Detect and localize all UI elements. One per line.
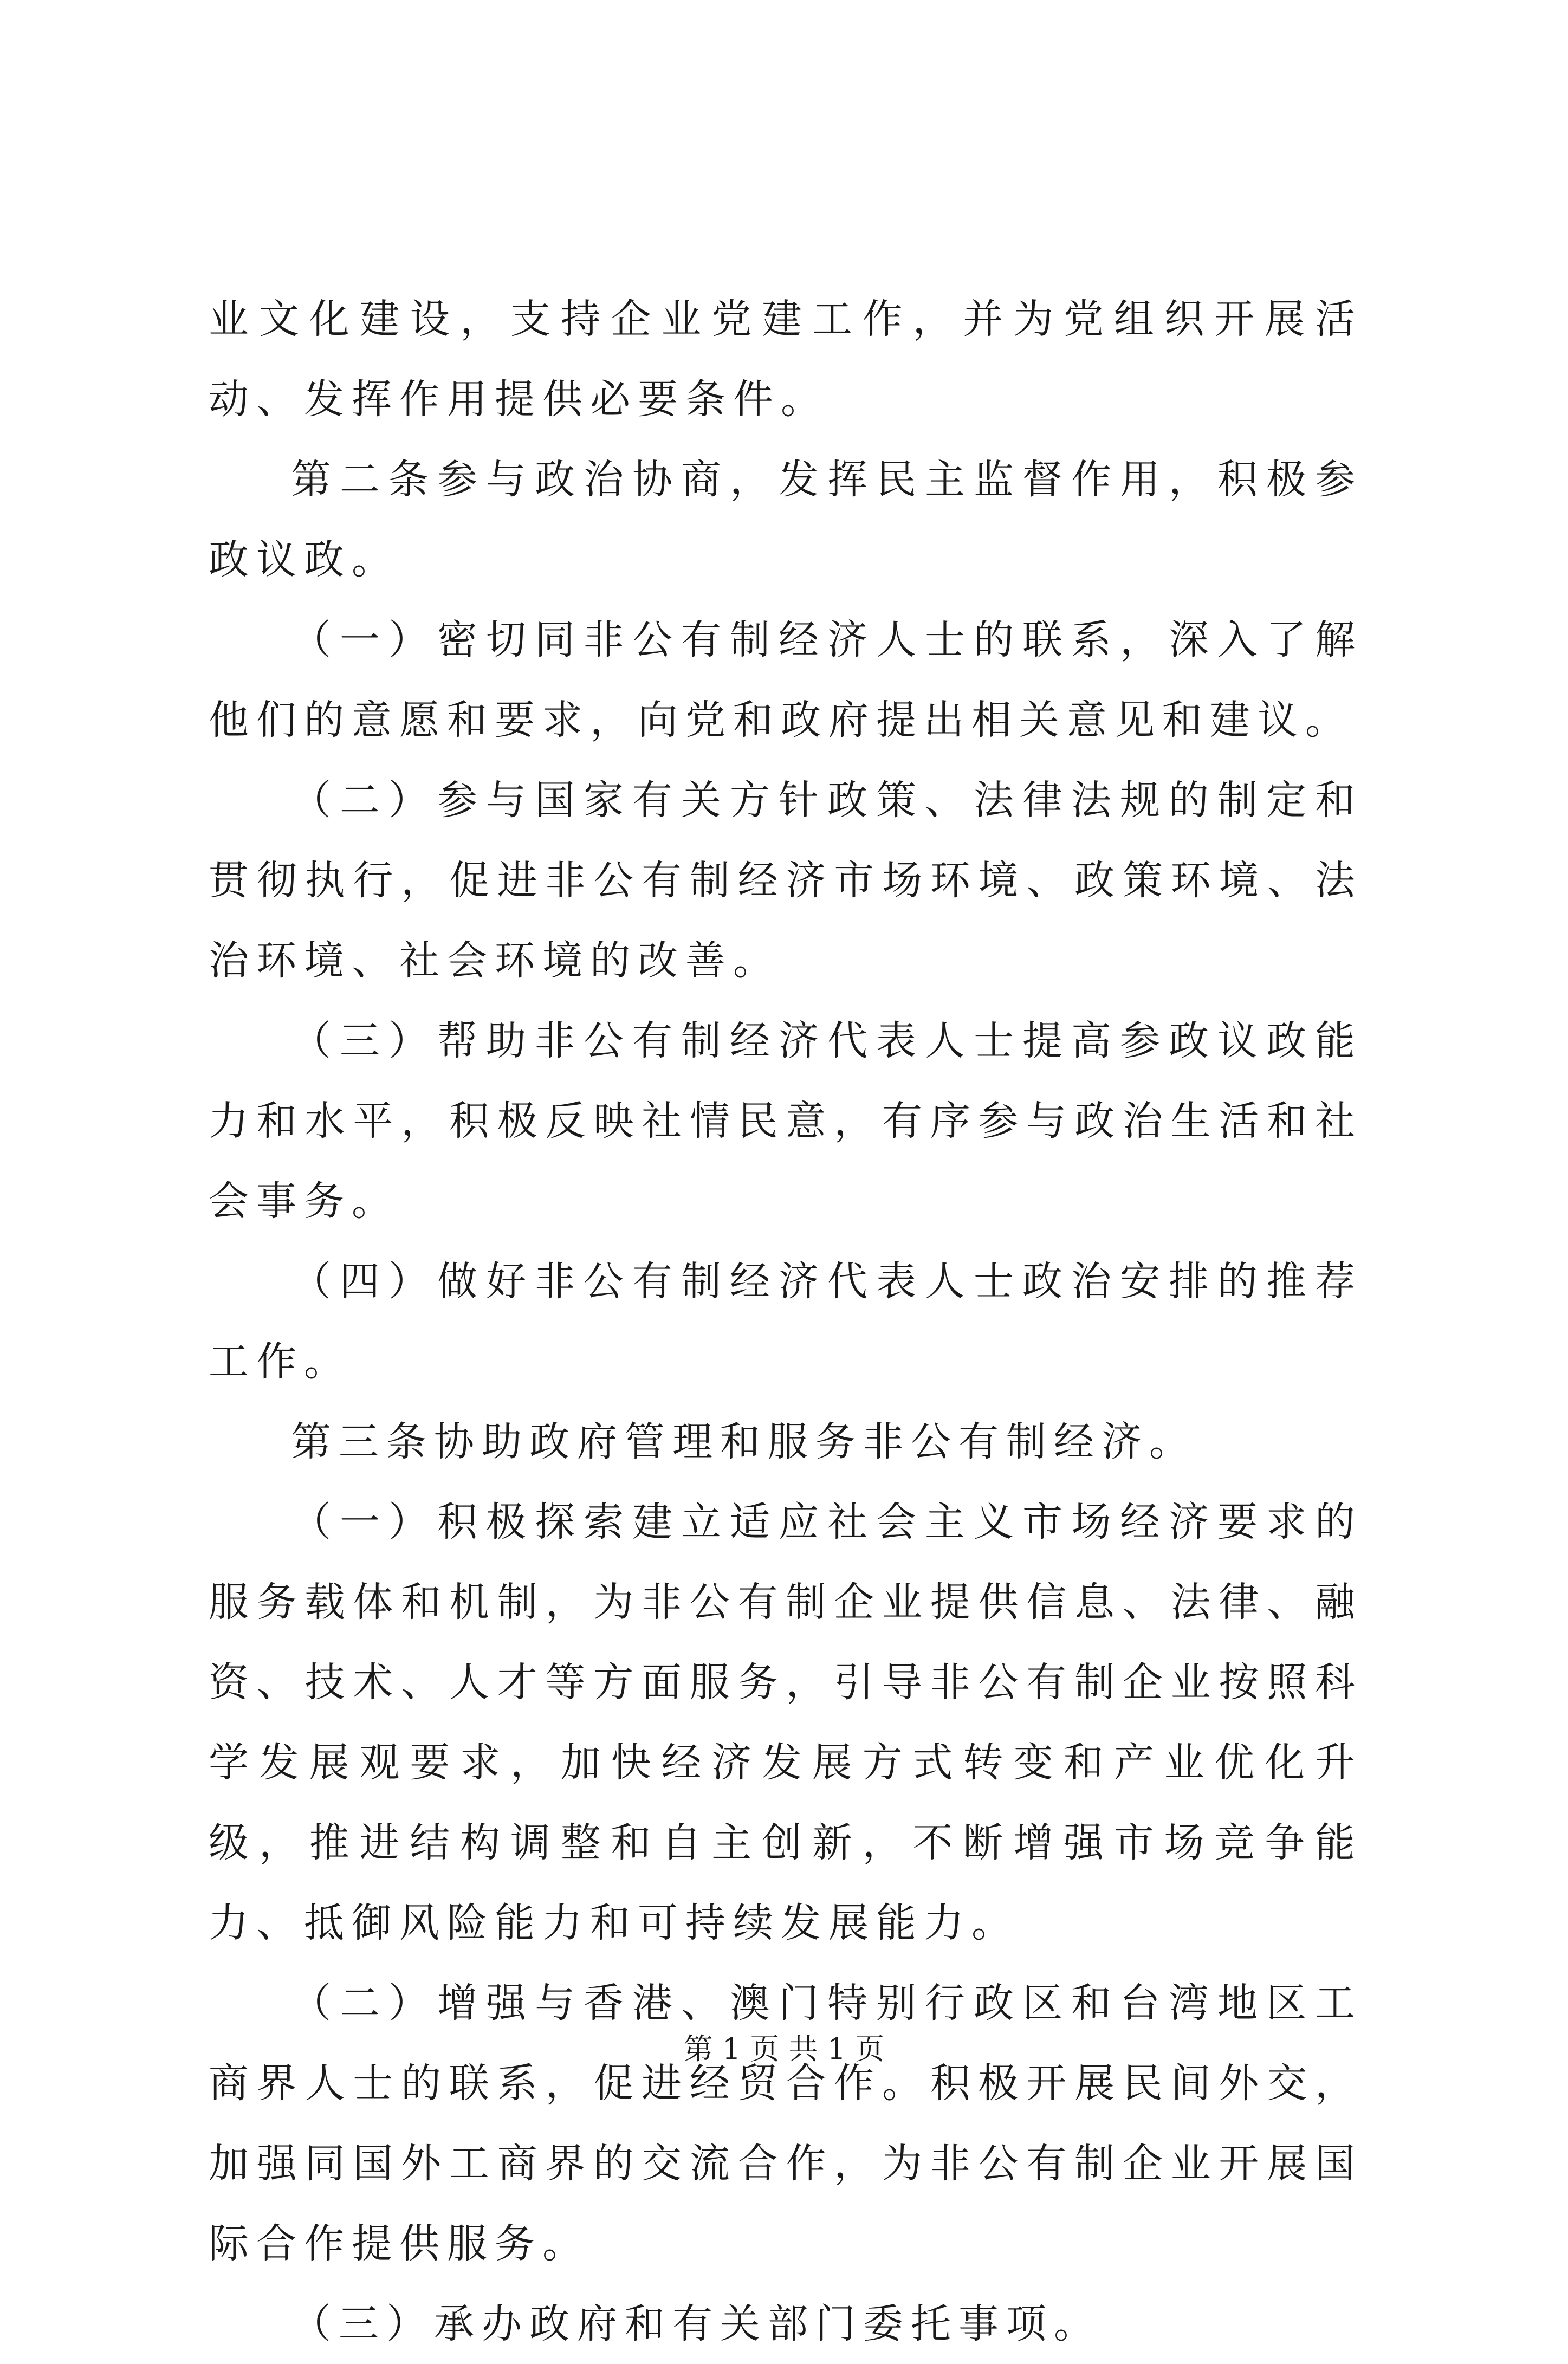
paragraph: （一）积极探索建立适应社会主义市场经济要求的服务载体和机制，为非公有制企业提供信息、法律、融资、技术、人才等方面服务，引导非公有制企业按照科学发展观要求，加快经济发展方式转变和产业优化升级，推进结构调整和自主创新，不断增强市场竞争能力、抵御风险能力和可持续发展能力。	[209, 1499, 1363, 1946]
page-footer: 第 1 页 共 1 页	[683, 2032, 885, 2066]
paragraph: （一）密切同非公有制经济人士的联系，深入了解他们的意愿和要求，向党和政府提出相关意见和建议。	[209, 617, 1363, 743]
paragraph: 第二条参与政治协商，发挥民主监督作用，积极参政议政。	[209, 456, 1363, 583]
paragraph: 第三条协助政府管理和服务非公有制经济。	[291, 1419, 1197, 1465]
paragraph: （三）帮助非公有制经济代表人士提高参政议政能力和水平，积极反映社情民意，有序参与政治生活和社会事务。	[209, 1018, 1363, 1225]
paragraph: （三）承办政府和有关部门委托事项。	[291, 2301, 1102, 2347]
paragraph: （二）增强与香港、澳门特别行政区和台湾地区工商界人士的联系，促进经贸合作。积极开展民间外交，加强同国外工商界的交流合作，为非公有制企业开展国际合作提供服务。	[209, 1980, 1363, 2267]
paragraph: 业文化建设，支持企业党建工作，并为党组织开展活动、发挥作用提供必要条件。	[209, 296, 1363, 423]
paragraph: （四）做好非公有制经济代表人士政治安排的推荐工作。	[209, 1258, 1363, 1385]
paragraph: （二）参与国家有关方针政策、法律法规的制定和贯彻执行，促进非公有制经济市场环境、政策环境、法治环境、社会环境的改善。	[209, 777, 1363, 984]
